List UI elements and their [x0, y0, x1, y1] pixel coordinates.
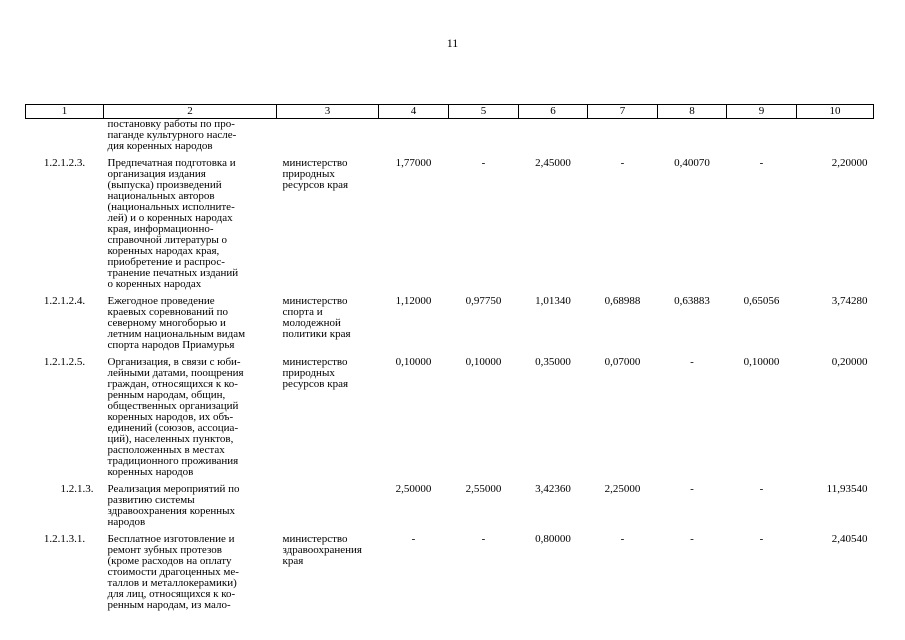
row-value: 0,97750 — [465, 295, 502, 307]
row-description: постановку работы по про- паганде культурного насле- дия коренных народов — [107, 118, 237, 152]
row-value: 0,07000 — [604, 356, 641, 368]
row-value: - — [690, 533, 694, 545]
row-executor: министерство природных ресурсов края — [282, 157, 349, 191]
row-description: Предпечатная подготовка и организация издания (выпуска) произведений национальных авторов (национальных исполните- лей) и о коренных народах края, информационно- справочной литературы о коренных народах края, приобретение и распрос- транение печатных изданий о коренных народах — [107, 157, 239, 290]
table-row — [26, 478, 874, 528]
table-row — [26, 152, 874, 290]
row-code: 1.2.1.2.4. — [43, 295, 86, 307]
row-executor — [277, 478, 379, 528]
row-value: 2,25000 — [604, 483, 641, 495]
row-value — [658, 119, 727, 153]
table-row — [26, 290, 874, 351]
row-value: 2,40540 — [831, 533, 868, 545]
row-value: 0,10000 — [465, 356, 502, 368]
row-value — [588, 119, 658, 153]
row-value — [379, 119, 449, 153]
row-value: 1,77000 — [395, 157, 432, 169]
table-row — [26, 119, 874, 153]
row-value: 11,93540 — [826, 483, 868, 495]
row-value: - — [481, 157, 486, 169]
row-value: 3,74280 — [831, 295, 868, 307]
row-code: 1.2.1.3.1. — [43, 533, 86, 545]
row-value: 1,12000 — [395, 295, 432, 307]
table-header-row — [26, 105, 874, 119]
table-row — [26, 528, 874, 611]
row-code: 1.2.1.2.3. — [43, 157, 86, 169]
row-value: 2,55000 — [465, 483, 502, 495]
header-col-5: 5 — [449, 105, 519, 119]
row-value: 0,63883 — [674, 295, 710, 307]
row-value: - — [759, 157, 764, 169]
row-description: Бесплатное изготовление и ремонт зубных протезов (кроме расходов на оплату стоимости драгоценных ме- таллов и металлокерамики) для лиц, относящихся к ко- ренным народам, из мало- — [107, 533, 239, 611]
row-value: 0,80000 — [535, 533, 571, 545]
table-row — [26, 351, 874, 478]
row-description: Реализация мероприятий по развитию системы здравоохранения коренных народов — [107, 483, 240, 528]
row-value: 0,65056 — [743, 295, 780, 307]
row-value: 2,20000 — [831, 157, 868, 169]
page-number: 11 — [446, 36, 459, 50]
row-value: 0,68988 — [604, 295, 641, 307]
header-col-10: 10 — [797, 105, 874, 119]
row-executor: министерство спорта и молодежной политики края — [282, 295, 351, 340]
row-value: - — [411, 533, 416, 545]
row-value: 0,20000 — [831, 356, 868, 368]
row-description: Организация, в связи с юби- лейными датами, поощрения граждан, относящихся к ко- ренным народам, общин, общественных организаций коренных народов, их объ- единений (союзов, ассоциа- ций), населенных пунктов, расположенных в местах традиционного проживания коренных народов — [107, 356, 244, 478]
row-executor: министерство природных ресурсов края — [282, 356, 349, 390]
row-value: - — [620, 533, 625, 545]
row-executor — [277, 119, 379, 153]
row-value: - — [759, 533, 764, 545]
row-value: 0,10000 — [395, 356, 432, 368]
header-col-7: 7 — [588, 105, 658, 119]
header-col-1: 1 — [26, 105, 104, 119]
row-value: 2,45000 — [535, 157, 571, 169]
row-code: 1.2.1.3. — [60, 483, 94, 495]
row-description: Ежегодное проведение краевых соревнований по северному многоборью и летним национальным видам спорта народов Приамурья — [107, 295, 246, 351]
row-value — [727, 119, 797, 153]
row-value: 0,40070 — [674, 157, 710, 169]
header-col-9: 9 — [727, 105, 797, 119]
row-code — [26, 119, 104, 153]
row-value: 1,01340 — [535, 295, 571, 307]
row-value: - — [690, 483, 694, 495]
row-code: 1.2.1.2.5. — [43, 356, 86, 368]
row-value: - — [759, 483, 764, 495]
row-executor: министерство здравоохранения края — [282, 533, 362, 567]
header-col-4: 4 — [379, 105, 449, 119]
row-value: 0,35000 — [535, 356, 571, 368]
row-value: - — [690, 356, 694, 368]
row-value — [797, 119, 874, 153]
row-value — [449, 119, 519, 153]
row-value: 2,50000 — [395, 483, 432, 495]
row-value: 3,42360 — [535, 483, 571, 495]
row-value — [519, 119, 588, 153]
row-value: 0,10000 — [743, 356, 780, 368]
header-col-2: 2 — [104, 105, 277, 119]
header-col-8: 8 — [658, 105, 727, 119]
row-value: - — [620, 157, 625, 169]
header-col-3: 3 — [277, 105, 379, 119]
header-col-6: 6 — [519, 105, 588, 119]
budget-table — [25, 104, 874, 611]
row-value: - — [481, 533, 486, 545]
